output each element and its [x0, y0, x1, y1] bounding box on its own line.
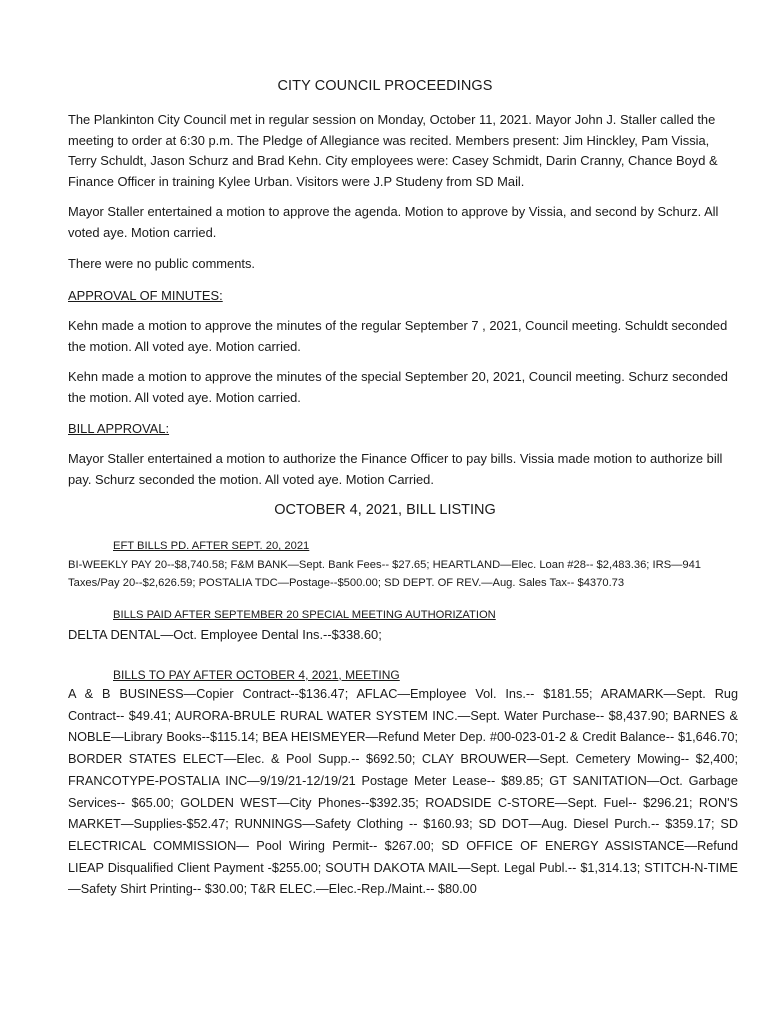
public-comments-paragraph: There were no public comments. [68, 256, 255, 271]
intro-paragraph: The Plankinton City Council met in regular session on Monday, October 11, 2021. Mayor John J. Staller called the meeting to order at 6:30 p.m. The Pledge of Allegiance was recited. Members present: Jim Hinckley, Pam Vissia, Terry Schuldt, Jason Schurz and Brad Kehn. City employees were: Casey Schmidt, Darin Cranny, Chance Boyd & Finance Officer in training Kylee Urban. Visitors were J.P Studeny from SD Mail. [68, 112, 718, 189]
special-bills-heading: BILLS PAID AFTER SEPTEMBER 20 SPECIAL MEETING AUTHORIZATION [113, 609, 496, 621]
eft-bills-text: BI-WEEKLY PAY 20--$8,740.58; F&M BANK—Sept. Bank Fees-- $27.65; HEARTLAND—Elec. Loan #28-- $2,483.36; IRS—941 Taxes/Pay 20--$2,626.59; POSTALIA TDC—Postage--$500.00; SD DEPT. OF REV.—Aug. Sales Tax-- $4370.73 [68, 559, 702, 589]
bills-to-pay-heading: BILLS TO PAY AFTER OCTOBER 4, 2021, MEETING [113, 668, 400, 682]
special-bills-text: DELTA DENTAL—Oct. Employee Dental Ins.--$338.60; [68, 627, 382, 642]
bill-approval-paragraph: Mayor Staller entertained a motion to authorize the Finance Officer to pay bills. Vissia made motion to authorize bill pay. Schurz seconded the motion. All voted aye. Motion Carried. [68, 451, 723, 487]
agenda-paragraph: Mayor Staller entertained a motion to approve the agenda. Motion to approve by Vissia, and second by Schurz. All voted aye. Motion carried. [68, 204, 719, 240]
eft-bills-heading: EFT BILLS PD. AFTER SEPT. 20, 2021 [113, 540, 310, 552]
page-title: CITY COUNCIL PROCEEDINGS [277, 78, 493, 94]
minutes-heading: APPROVAL OF MINUTES: [68, 288, 223, 303]
bill-listing-title: OCTOBER 4, 2021, BILL LISTING [274, 502, 496, 518]
bill-approval-heading: BILL APPROVAL: [68, 421, 170, 436]
minutes-regular-paragraph: Kehn made a motion to approve the minutes of the regular September 7 , 2021, Council meeting. Schuldt seconded the motion. All voted aye. Motion carried. [68, 318, 728, 354]
bills-to-pay-text: A & B BUSINESS—Copier Contract--$136.47; AFLAC—Employee Vol. Ins.-- $181.55; ARAMARK—Sept. Rug Contract-- $49.41; AURORA-BRULE RURAL WATER SYSTEM INC.—Sept. Water Purchase-- $8,437.90; BARNES & NOBLE—Library Books--$115.14; BEA HEISMEYER—Refund Meter Dep. #00-023-01-2 & Credit Balance-- $1,646.70; BORDER STATES ELECT—Elec. & Pool Supp.-- $692.50; CLAY BROUWER—Sept. Cemetery Mowing-- $2,400; FRANCOTYPE-POSTALIA INC—9/19/21-12/19/21 Postage Meter Lease-- $89.85; GT SANITATION—Oct. Garbage Services-- $65.00; GOLDEN WEST—City Phones--$392.35; ROADSIDE C-STORE—Sept. Fuel-- $296.21; RON'S MARKET—Supplies-$52.47; RUNNINGS—Safety Clothing -- $160.93; SD DOT—Aug. Diesel Purch.-- $359.17; SD ELECTRICAL COMMISSION— Pool Wiring Permit-- $267.00; SD OFFICE OF ENERGY ASSISTANCE—Refund LIEAP Disqualified Client Payment -$255.00; SOUTH DAKOTA MAIL—Sept. Legal Publ.-- $1,314.13; STITCH-N-TIME—Safety Shirt Printing-- $30.00; T&R ELEC.—Elec.-Rep./Maint.-- $80.00 [68, 687, 738, 897]
minutes-special-paragraph: Kehn made a motion to approve the minutes of the special September 20, 2021, Council meeting. Schurz seconded the motion. All voted aye. Motion carried. [68, 369, 728, 405]
